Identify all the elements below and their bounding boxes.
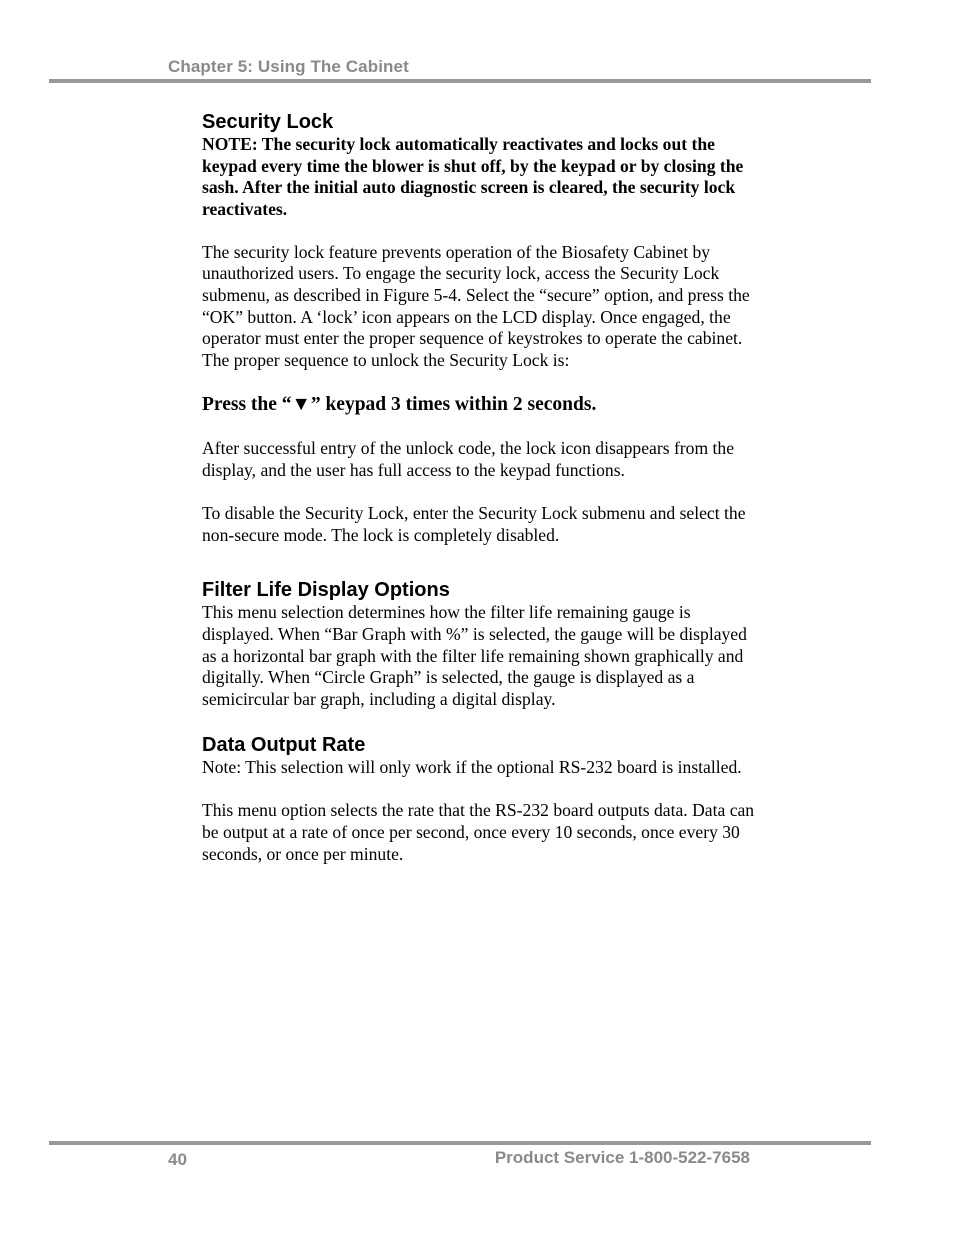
unlock-instruction: Press the “▼” keypad 3 times within 2 seconds. [202, 393, 597, 415]
page-number: 40 [168, 1150, 187, 1169]
header-rule [49, 79, 871, 83]
unlock-result-paragraph: After successful entry of the unlock code, the lock icon disappears from the display, and the user has full access to the keypad functions. [202, 438, 735, 481]
filter-life-heading: Filter Life Display Options [202, 579, 450, 602]
security-lock-note: NOTE: The security lock automatically reactivates and locks out the keypad every time the blower is shut off, by the keypad or by closing the sash. After the initial auto diagnostic screen is cleared, the security lock reactivates. [202, 134, 744, 219]
footer-rule [49, 1141, 871, 1145]
data-output-note: Note: This selection will only work if the optional RS-232 board is installed. [202, 757, 742, 778]
data-output-heading: Data Output Rate [202, 734, 366, 757]
filter-life-paragraph: This menu selection determines how the filter life remaining gauge is displayed. When “Bar Graph with %” is selected, the gauge will be displayed as a horizontal bar graph with the filter life remaining shown graphically and digitally. When “Circle Graph” is selected, the gauge is displayed as a semicircular bar graph, including a digital display. [202, 602, 747, 709]
page-content [202, 110, 758, 865]
data-output-paragraph: This menu option selects the rate that the RS-232 board outputs data. Data can be output at a rate of once per second, once every 10 seconds, once every 30 seconds, or once per minute. [202, 800, 755, 864]
chapter-header: Chapter 5: Using The Cabinet [168, 57, 409, 76]
product-service-phone: Product Service 1-800-522-7658 [494, 1148, 750, 1167]
security-lock-paragraph: The security lock feature prevents operation of the Biosafety Cabinet by unauthorized users. To engage the security lock, access the Security Lock submenu, as described in Figure 5-4. Select the “secure” option, and press the “OK” button. A ‘lock’ icon appears on the LCD display. Once engaged, the operator must enter the proper sequence of keystrokes to operate the cabinet. The proper sequence to unlock the Security Lock is: [202, 241, 750, 370]
security-lock-heading: Security Lock [202, 111, 334, 133]
disable-lock-paragraph: To disable the Security Lock, enter the Security Lock submenu and select the non-secure mode. The lock is completely disabled. [202, 503, 746, 545]
